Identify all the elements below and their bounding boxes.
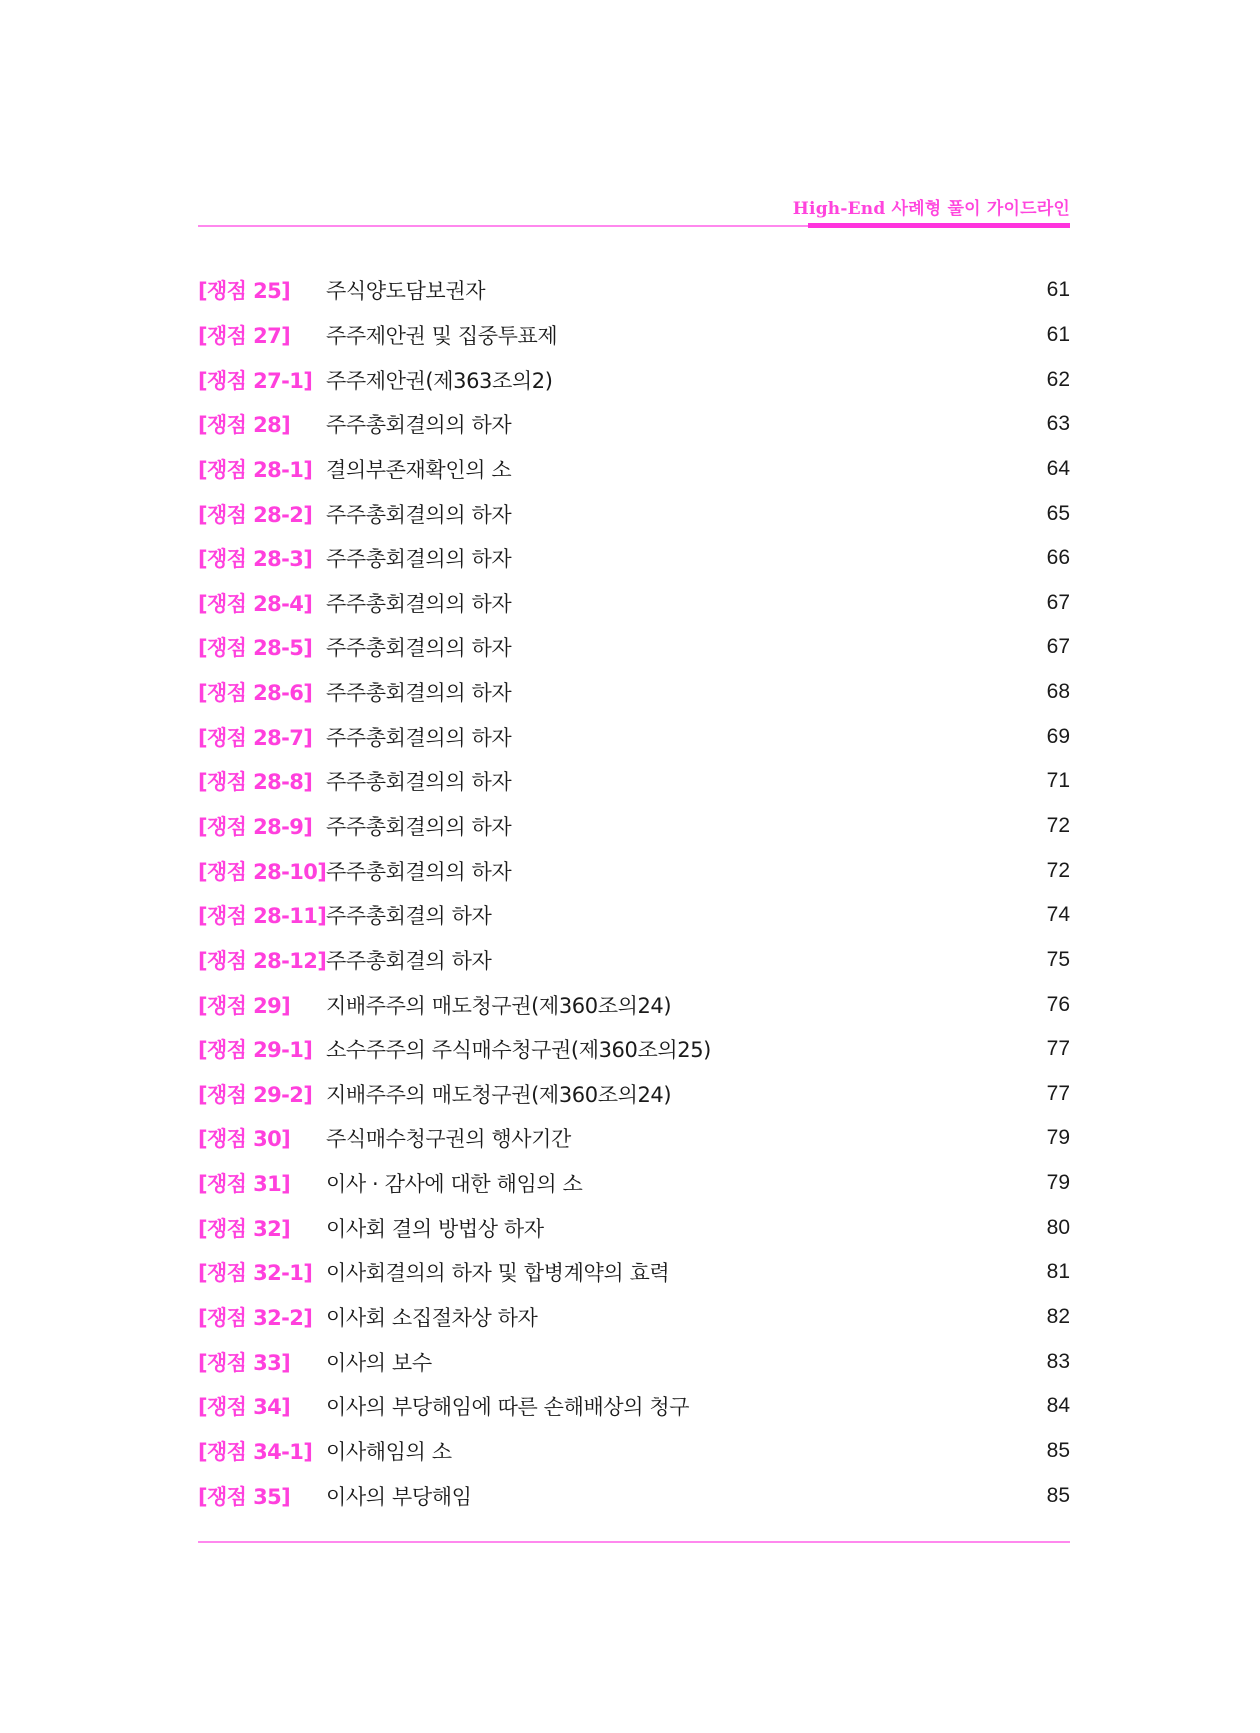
toc-entry-label: [쟁점 28-3]: [198, 547, 313, 572]
toc-entry-page-number: 74: [1046, 903, 1070, 927]
toc-entry-title: 주주총회결의의 하자: [326, 725, 512, 750]
toc-entry-title: 주주총회결의의 하자: [326, 502, 512, 527]
toc-entry-page-number: 84: [1046, 1394, 1070, 1418]
toc-entry-label: [쟁점 28-8]: [198, 770, 313, 795]
toc-entry-page-number: 80: [1046, 1215, 1070, 1239]
toc-entry[interactable]: [198, 1161, 1070, 1206]
toc-entry-title: 주주총회결의의 하자: [326, 591, 512, 616]
toc-entry[interactable]: [198, 313, 1070, 358]
header-title: High-End 사례형 풀이 가이드라인: [792, 199, 1070, 219]
toc-entry-title: 주주총회결의 하자: [326, 904, 492, 929]
toc-entry[interactable]: [198, 848, 1070, 893]
toc-entry[interactable]: [198, 714, 1070, 759]
toc-entry[interactable]: [198, 491, 1070, 536]
toc-entry-title: 주식매수청구권의 행사기간: [326, 1127, 571, 1152]
toc-entry-label: [쟁점 28-6]: [198, 681, 313, 706]
toc-entry-title: 이사의 부당해임: [326, 1484, 472, 1509]
table-of-contents: [198, 268, 1070, 1518]
toc-entry[interactable]: [198, 893, 1070, 938]
toc-entry[interactable]: [198, 402, 1070, 447]
toc-entry[interactable]: [198, 1429, 1070, 1474]
toc-entry[interactable]: [198, 447, 1070, 492]
toc-entry[interactable]: [198, 759, 1070, 804]
toc-entry-page-number: 85: [1046, 1483, 1070, 1507]
toc-entry-label: [쟁점 28-4]: [198, 591, 313, 616]
toc-entry[interactable]: [198, 1072, 1070, 1117]
toc-entry-title: 이사회 결의 방법상 하자: [326, 1216, 544, 1241]
toc-entry-label: [쟁점 29-2]: [198, 1082, 313, 1107]
toc-entry[interactable]: [198, 1250, 1070, 1295]
toc-entry-page-number: 83: [1046, 1349, 1070, 1373]
toc-entry-label: [쟁점 28-12]: [198, 948, 327, 973]
toc-entry-label: [쟁점 35]: [198, 1484, 291, 1509]
footer-rule: [198, 1541, 1070, 1543]
toc-entry[interactable]: [198, 804, 1070, 849]
toc-entry[interactable]: [198, 1473, 1070, 1518]
toc-entry-label: [쟁점 32-2]: [198, 1306, 313, 1331]
toc-entry[interactable]: [198, 1384, 1070, 1429]
toc-entry-page-number: 77: [1046, 1037, 1070, 1061]
toc-entry-page-number: 64: [1046, 456, 1070, 480]
toc-entry-label: [쟁점 27-1]: [198, 368, 313, 393]
toc-entry-title: 지배주주의 매도청구권(제360조의24): [326, 1082, 672, 1107]
toc-entry-page-number: 61: [1046, 278, 1070, 302]
toc-entry-page-number: 66: [1046, 546, 1070, 570]
toc-entry[interactable]: [198, 580, 1070, 625]
toc-entry-page-number: 69: [1046, 724, 1070, 748]
toc-entry-page-number: 65: [1046, 501, 1070, 525]
toc-entry[interactable]: [198, 982, 1070, 1027]
toc-entry[interactable]: [198, 625, 1070, 670]
toc-entry[interactable]: [198, 268, 1070, 313]
toc-entry-title: 주주총회결의의 하자: [326, 681, 512, 706]
toc-entry-page-number: 79: [1046, 1171, 1070, 1195]
toc-entry-label: [쟁점 31]: [198, 1172, 291, 1197]
toc-entry-page-number: 72: [1046, 858, 1070, 882]
toc-entry-page-number: 77: [1046, 1081, 1070, 1105]
toc-entry-title: 이사해임의 소: [326, 1439, 452, 1464]
toc-entry[interactable]: [198, 1339, 1070, 1384]
toc-entry-title: 이사회 소집절차상 하자: [326, 1306, 538, 1331]
toc-entry-label: [쟁점 28-5]: [198, 636, 313, 661]
toc-entry[interactable]: [198, 357, 1070, 402]
toc-entry-title: 주식양도담보권자: [326, 279, 486, 304]
running-header: [198, 194, 1070, 230]
toc-entry-title: 주주총회결의의 하자: [326, 413, 512, 438]
toc-entry-label: [쟁점 28-9]: [198, 815, 313, 839]
toc-entry-page-number: 81: [1046, 1260, 1070, 1284]
toc-entry-title: 주주총회결의의 하자: [326, 636, 512, 661]
toc-entry[interactable]: [198, 938, 1070, 983]
toc-entry-label: [쟁점 28-7]: [198, 725, 313, 750]
toc-entry-label: [쟁점 27]: [198, 323, 291, 348]
toc-entry-label: [쟁점 28-1]: [198, 457, 313, 482]
toc-entry-page-number: 61: [1046, 322, 1070, 346]
toc-entry-page-number: 67: [1046, 635, 1070, 659]
toc-entry-label: [쟁점 28-2]: [198, 502, 313, 527]
toc-entry-label: [쟁점 34]: [198, 1395, 291, 1420]
toc-entry[interactable]: [198, 1205, 1070, 1250]
toc-entry-label: [쟁점 28-10]: [198, 859, 327, 884]
toc-entry[interactable]: [198, 1116, 1070, 1161]
toc-entry-page-number: 79: [1046, 1126, 1070, 1150]
toc-entry-title: 결의부존재확인의 소: [326, 457, 512, 482]
toc-entry-page-number: 62: [1046, 367, 1070, 391]
toc-entry[interactable]: [198, 536, 1070, 581]
toc-entry-label: [쟁점 34-1]: [198, 1439, 313, 1464]
toc-entry[interactable]: [198, 670, 1070, 715]
toc-entry-title: 이사 · 감사에 대한 해임의 소: [326, 1172, 583, 1197]
toc-entry-title: 주주총회결의의 하자: [326, 547, 512, 572]
toc-entry-page-number: 76: [1046, 992, 1070, 1016]
toc-entry-label: [쟁점 32]: [198, 1216, 291, 1241]
toc-entry-label: [쟁점 29-1]: [198, 1038, 313, 1063]
toc-entry-title: 주주제안권(제363조의2): [326, 368, 553, 393]
toc-entry-title: 주주총회결의의 하자: [326, 815, 512, 839]
toc-entry-label: [쟁점 25]: [198, 279, 291, 304]
toc-entry-title: 주주제안권 및 집중투표제: [326, 323, 558, 348]
toc-entry-title: 주주총회결의 하자: [326, 948, 492, 973]
toc-entry-title: 이사회결의의 하자 및 합병계약의 효력: [326, 1261, 670, 1286]
toc-entry-page-number: 63: [1046, 412, 1070, 436]
toc-entry[interactable]: [198, 1295, 1070, 1340]
toc-entry-title: 소수주주의 주식매수청구권(제360조의25): [326, 1038, 711, 1063]
toc-entry-label: [쟁점 30]: [198, 1127, 291, 1152]
toc-entry-title: 이사의 부당해임에 따른 손해배상의 청구: [326, 1395, 690, 1420]
toc-entry-page-number: 75: [1046, 947, 1070, 971]
toc-entry-title: 이사의 보수: [326, 1350, 432, 1375]
toc-entry-page-number: 67: [1046, 590, 1070, 614]
toc-entry-label: [쟁점 29]: [198, 993, 291, 1018]
toc-entry-title: 주주총회결의의 하자: [326, 859, 512, 884]
toc-entry[interactable]: [198, 1027, 1070, 1072]
toc-entry-page-number: 85: [1046, 1438, 1070, 1462]
toc-entry-page-number: 72: [1046, 814, 1070, 837]
toc-entry-label: [쟁점 32-1]: [198, 1261, 313, 1286]
toc-entry-page-number: 68: [1046, 680, 1070, 704]
toc-entry-label: [쟁점 28]: [198, 413, 291, 438]
header-rule-accent: [808, 223, 1070, 228]
toc-entry-title: 지배주주의 매도청구권(제360조의24): [326, 993, 672, 1018]
toc-entry-label: [쟁점 28-11]: [198, 904, 327, 929]
toc-entry-title: 주주총회결의의 하자: [326, 770, 512, 795]
toc-entry-page-number: 82: [1046, 1305, 1070, 1329]
toc-entry-label: [쟁점 33]: [198, 1350, 291, 1375]
toc-entry-page-number: 71: [1046, 769, 1070, 793]
